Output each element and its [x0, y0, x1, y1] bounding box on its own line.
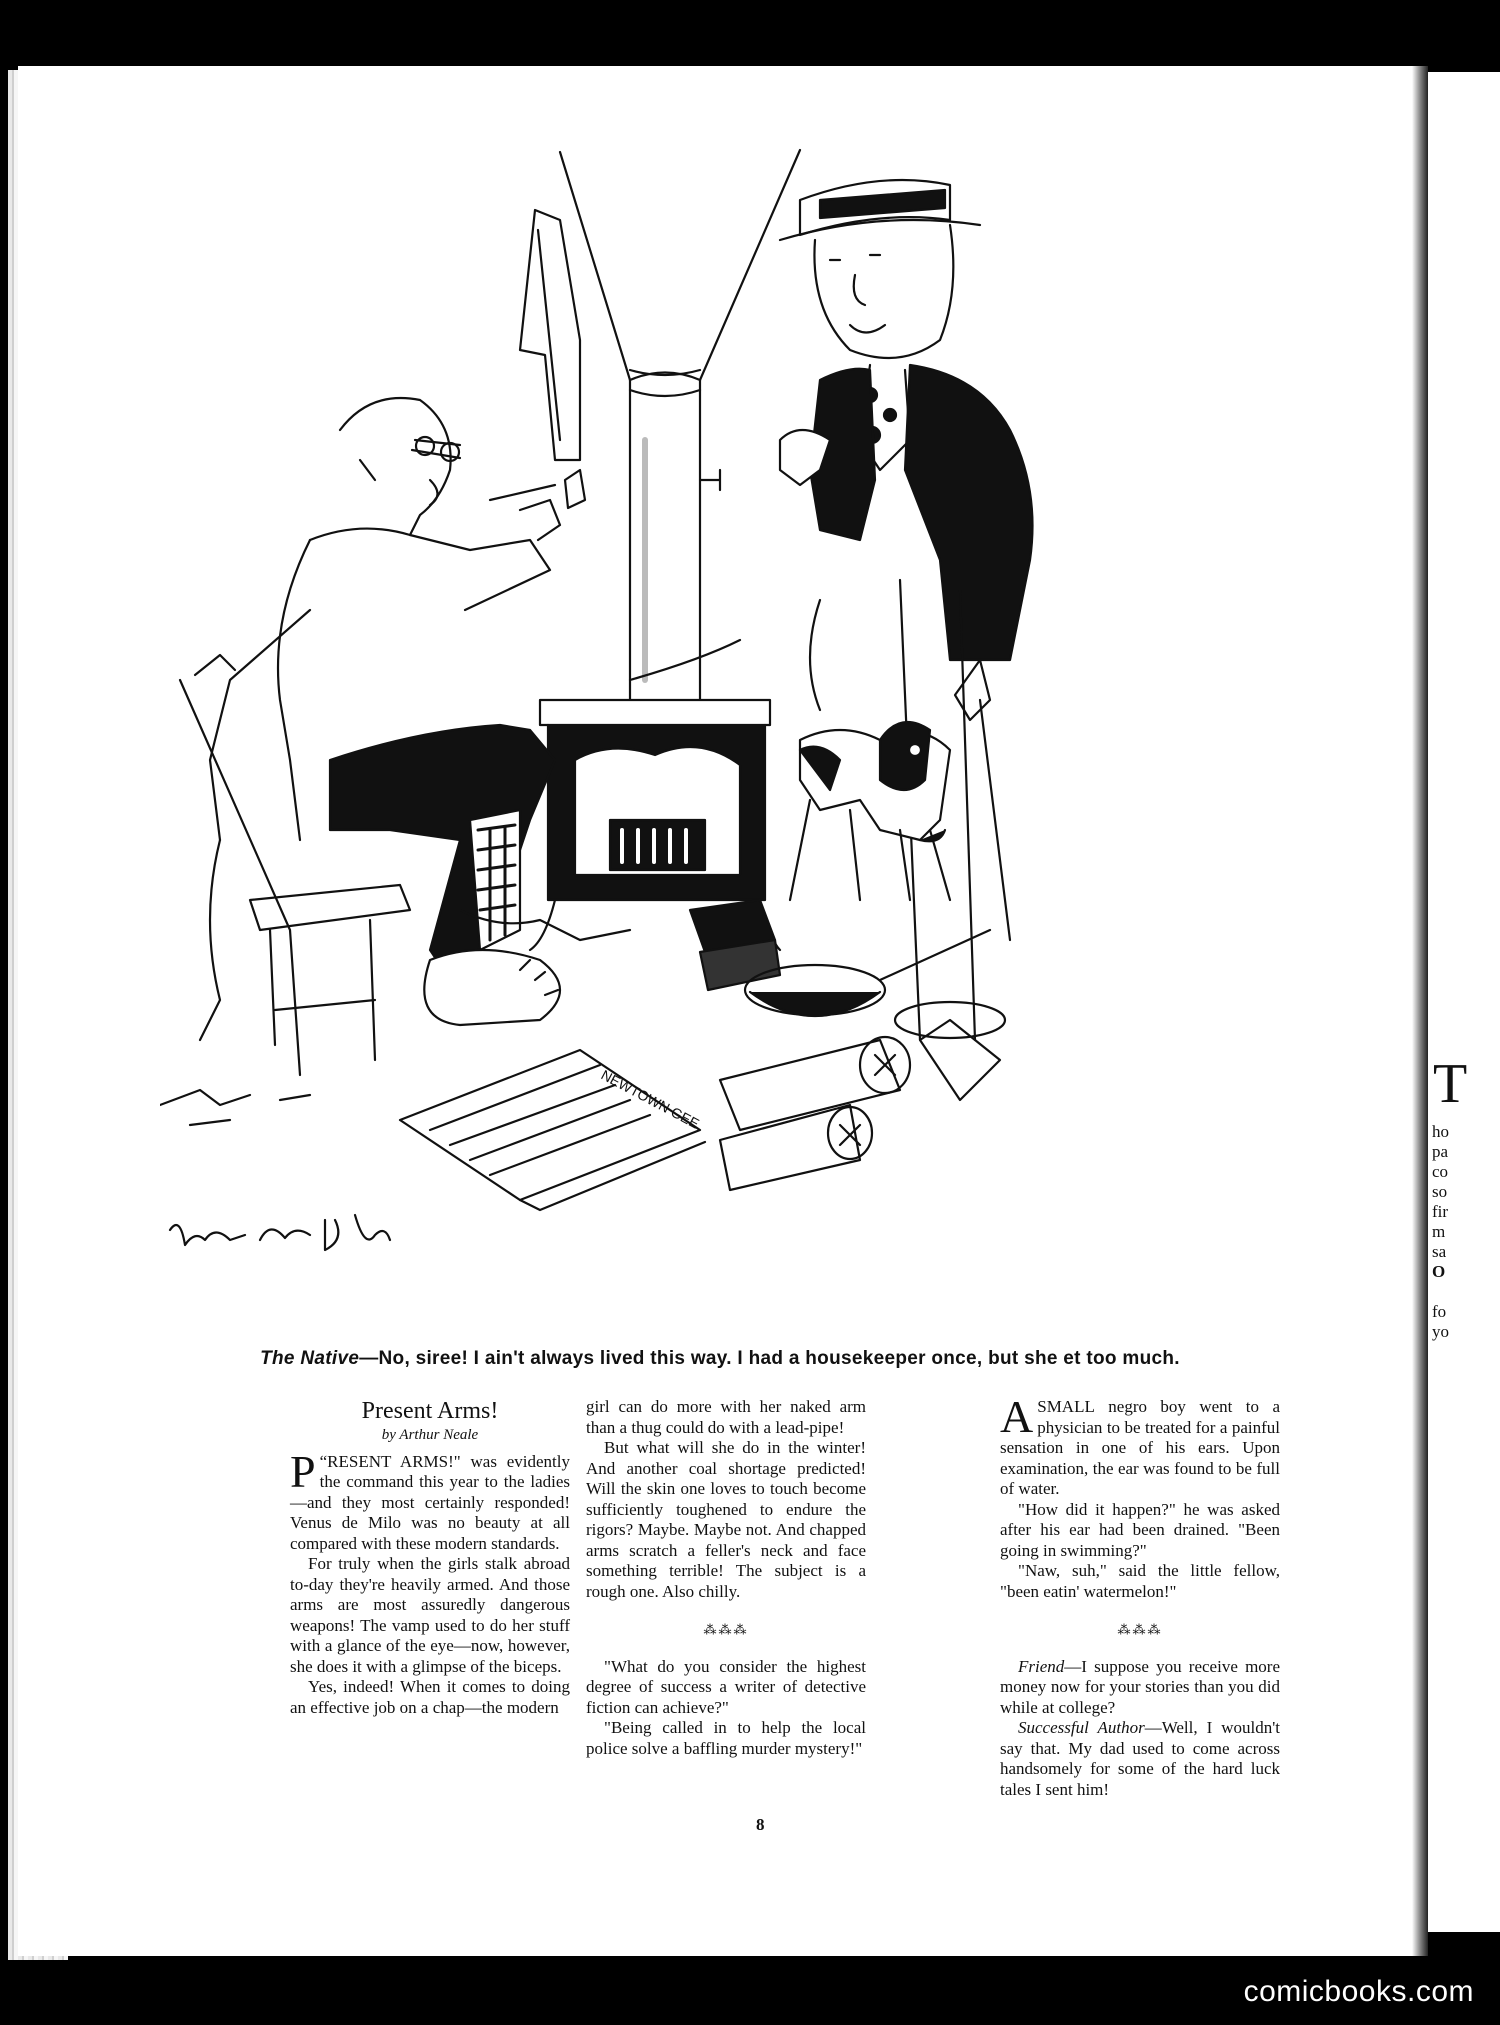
- article-title: Present Arms!: [361, 1398, 499, 1424]
- newspaper-masthead: NEWTOWN GEE: [598, 1066, 703, 1132]
- facing-page-line: ho: [1432, 1122, 1449, 1141]
- joke-paragraph: "Naw, suh," said the little fellow, "been eatin' watermelon!": [1000, 1561, 1280, 1601]
- facing-page-line: co: [1432, 1162, 1449, 1181]
- article-paragraph: “ P RESENT ARMS!" was evidently the command this year to the ladies—and they most certainly responded! Venus de Milo was no beauty at all compared with these modern standards.: [290, 1445, 570, 1553]
- joke-paragraph: "What do you consider the highest degree of success a writer of detective fiction can achieve?": [586, 1656, 866, 1717]
- book-gutter: [1412, 66, 1428, 1956]
- article-paragraph: For truly when the girls stalk abroad to-day they're heavily armed. And those arms are most assuredly dangerous weapons! The vamp used to do her stuff with a glance of the eye—now, however, she does it with a glimpse of the biceps.: [290, 1554, 570, 1676]
- frying-pans: [745, 930, 1005, 1038]
- joke-paragraph: [1000, 1718, 1280, 1800]
- facing-page-line: fo: [1432, 1302, 1447, 1321]
- cartoon-caption: [60, 1348, 1380, 1370]
- lead-text: " was evidently the command this year to the ladies—and they most certainly responded! Venus de Milo was no beauty at all compared with these modern standards.: [290, 1451, 570, 1553]
- facing-page-text: [1432, 1122, 1500, 1342]
- cartoon-illustration: [160, 140, 1390, 1310]
- spotted-dog: [790, 600, 950, 900]
- facing-page-line: sa: [1432, 1242, 1447, 1261]
- lead-smallcaps: SMALL: [1037, 1397, 1095, 1416]
- article-column-3: [1000, 1391, 1281, 1800]
- facing-page-line: O: [1432, 1262, 1446, 1281]
- page-number: 8: [756, 1815, 765, 1834]
- facing-page-line: so: [1432, 1182, 1448, 1201]
- stove-pipe: [560, 150, 800, 700]
- joke-paragraph: "Being called in to help the local police solve a baffling murder mystery!": [586, 1718, 866, 1758]
- lead-smallcaps: RESENT ARMS!: [327, 1451, 454, 1471]
- newspaper: [400, 1050, 705, 1210]
- site-watermark: comicbooks.com: [1243, 1975, 1474, 2008]
- hanging-towel: [520, 210, 580, 460]
- facing-page-line: yo: [1432, 1322, 1449, 1341]
- article-paragraph: Yes, indeed! When it comes to doing an effective job on a chap—the modern: [290, 1677, 570, 1717]
- article-column-1: [290, 1397, 570, 1718]
- caption-speaker: The Native: [260, 1348, 360, 1369]
- joke-line: —I suppose you receive more money now for your stories than you did while at college?: [1000, 1656, 1280, 1717]
- section-separator: ⁂⁂⁂: [703, 1622, 749, 1637]
- facing-page-line: [1432, 1282, 1500, 1302]
- floor-scribbles: [160, 910, 630, 1125]
- drop-cap: A: [1000, 1391, 1034, 1442]
- brick-pile: [690, 900, 780, 990]
- joke-paragraph: [1000, 1391, 1280, 1500]
- facing-page-fragment: [1428, 72, 1500, 1932]
- caption-text: —No, siree! I ain't always lived this way. I had a housekeeper once, but she et too much.: [359, 1348, 1180, 1369]
- joke-paragraph: [1000, 1657, 1280, 1719]
- joke-speaker: Successful Author: [1018, 1718, 1145, 1737]
- joke-speaker: Friend: [1018, 1656, 1065, 1676]
- facing-page-line: fir: [1432, 1202, 1449, 1221]
- article-paragraph: But what will she do in the winter! And another coal shortage predicted! Will the skin one loves to touch become sufficiently toughened to endure the rigors? Maybe. Maybe not. And chapped arms scratch a feller's neck and face something terrible! The subject is a rough one. Also chilly.: [586, 1438, 866, 1601]
- article-column-2: [586, 1397, 866, 1759]
- drop-cap: P: [290, 1445, 316, 1497]
- lead-text: negro boy went to a physician to be treated for a painful sensation in one of his ears. Upon examination, the ear was found to be full of water.: [1000, 1397, 1280, 1498]
- seated-old-man: [200, 398, 585, 1040]
- facing-page-line: pa: [1432, 1142, 1449, 1161]
- joke-paragraph: "How did it happen?" he was asked after his ear had been drained. "Been going in swimming?": [1000, 1499, 1280, 1560]
- facing-page-line: m: [1432, 1222, 1446, 1241]
- facing-page-initial: T: [1433, 1053, 1468, 1115]
- joke-line: —Well, I wouldn't say that. My dad used to come across handsomely for some of the hard luck tales I sent him!: [1000, 1718, 1281, 1799]
- artist-signature: [170, 1215, 390, 1250]
- firewood-logs: [720, 1020, 1000, 1190]
- section-separator: ⁂⁂⁂: [1117, 1622, 1163, 1637]
- article-byline: by Arthur Neale: [381, 1427, 479, 1443]
- article-paragraph: girl can do more with her naked arm than a thug could do with a lead-pipe!: [586, 1397, 866, 1437]
